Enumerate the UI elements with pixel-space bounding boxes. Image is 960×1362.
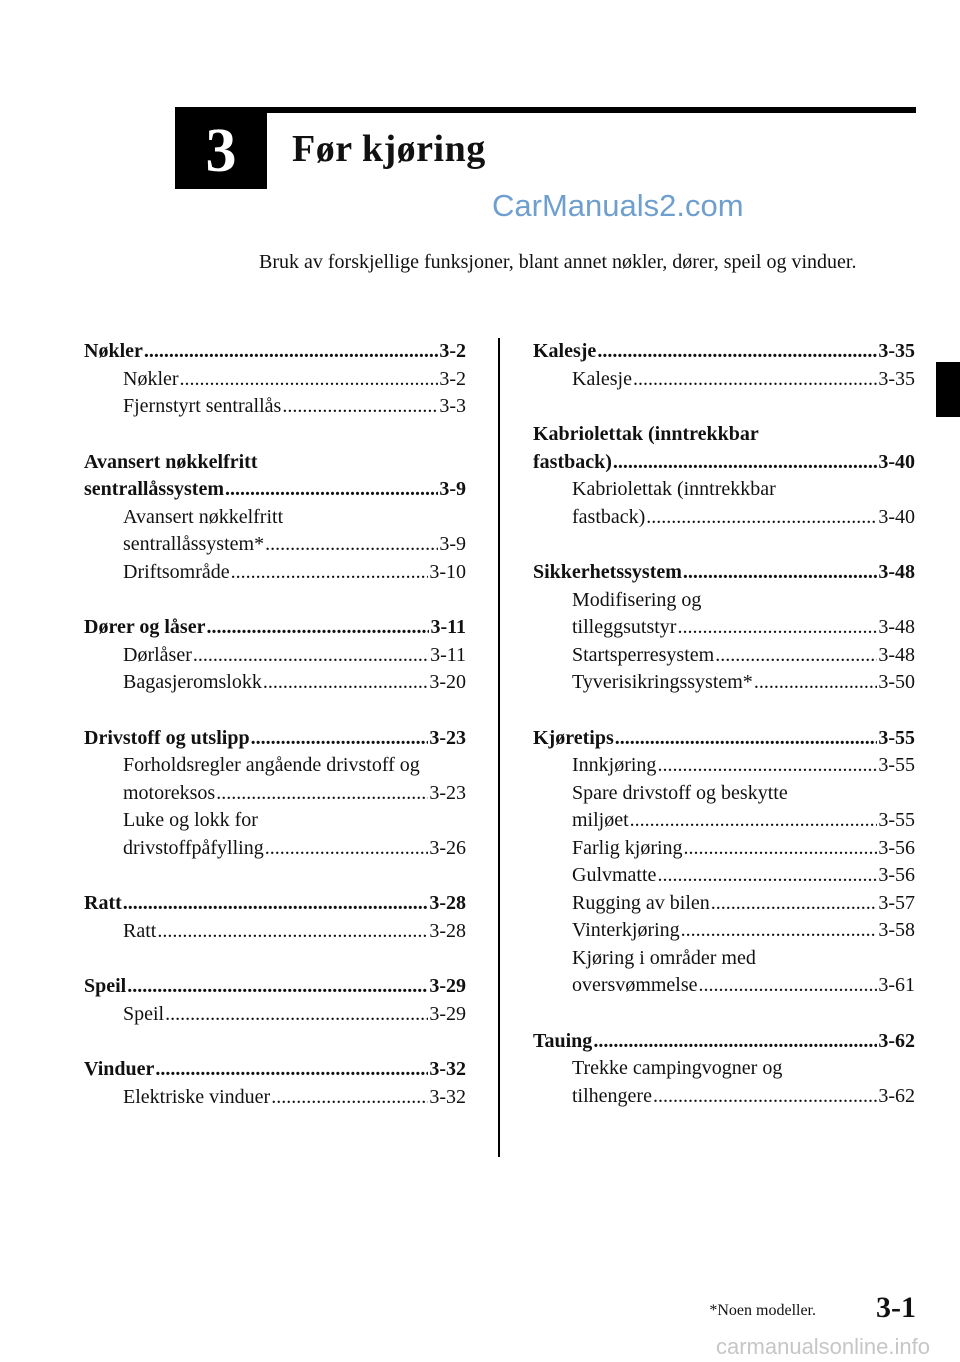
toc-entry[interactable] xyxy=(84,780,466,808)
toc-section xyxy=(533,1028,915,1111)
footnote: *Noen modeller. xyxy=(709,1302,816,1319)
toc-page-number: 3-58 xyxy=(878,919,915,941)
toc-page-number: 3-26 xyxy=(429,836,466,859)
dot-leader xyxy=(127,973,428,1001)
toc-right-column xyxy=(533,338,915,1138)
toc-page-number: 3-56 xyxy=(878,864,915,886)
toc-page-number: 3-48 xyxy=(878,616,915,638)
toc-section-entry[interactable] xyxy=(84,476,466,504)
toc-entry-title: fastback) xyxy=(572,505,646,528)
toc-section-entry[interactable] xyxy=(84,614,466,642)
watermark: CarManuals2.com xyxy=(492,188,744,223)
toc-entry-title: Farlig kjøring xyxy=(572,836,683,859)
toc-page-number: 3-2 xyxy=(439,340,466,362)
dot-leader xyxy=(684,835,878,863)
dot-leader xyxy=(265,531,438,559)
toc-section-entry[interactable] xyxy=(84,1056,466,1084)
toc-entry-line: Kabriolettak (inntrekkbar xyxy=(572,478,776,500)
toc-section-title: Dører og låser xyxy=(84,616,206,638)
toc-section-entry[interactable] xyxy=(84,725,466,753)
dot-leader xyxy=(657,752,877,780)
toc-section-title: Nøkler xyxy=(84,340,143,362)
toc-entry[interactable] xyxy=(533,752,915,780)
toc-section-entry[interactable] xyxy=(533,725,915,753)
dot-leader xyxy=(677,614,877,642)
dot-leader xyxy=(681,917,878,945)
toc-page-number: 3-48 xyxy=(878,643,915,666)
toc-entry-title: Ratt xyxy=(123,919,157,942)
toc-left-column xyxy=(84,338,466,1139)
dot-leader xyxy=(123,890,429,918)
toc-entry[interactable] xyxy=(84,918,466,946)
toc-entry-title: Tyverisikringssystem* xyxy=(572,671,753,693)
dot-leader xyxy=(754,669,878,697)
toc-page-number: 3-23 xyxy=(429,781,466,804)
toc-page-number: 3-9 xyxy=(439,478,466,500)
toc-page-number: 3-32 xyxy=(429,1058,466,1080)
dot-leader xyxy=(615,725,878,753)
toc-section xyxy=(533,421,915,531)
toc-page-number: 3-29 xyxy=(429,975,466,997)
toc-page-number: 3-62 xyxy=(878,1084,915,1107)
toc-page-number: 3-61 xyxy=(878,974,915,996)
dot-leader xyxy=(630,807,878,835)
toc-page-number: 3-28 xyxy=(429,919,466,942)
toc-entry-title: Driftsområde xyxy=(123,560,230,583)
toc-section-entry[interactable] xyxy=(533,338,915,366)
toc-section xyxy=(533,725,915,1000)
toc-entry-line: Avansert nøkkelfritt xyxy=(123,505,284,528)
toc-section xyxy=(84,890,466,945)
dot-leader xyxy=(715,642,877,670)
toc-page-number: 3-55 xyxy=(878,726,915,749)
toc-section-title: Kalesje xyxy=(533,340,597,362)
toc-section-title-line: Kabriolettak (inntrekkbar xyxy=(533,423,759,445)
toc-section xyxy=(533,338,915,393)
chapter-number: 3 xyxy=(175,113,267,189)
chapter-side-tab xyxy=(936,362,960,417)
dot-leader xyxy=(646,504,877,532)
toc-entry-title: Startsperresystem xyxy=(572,643,715,666)
toc-page-number: 3-50 xyxy=(878,671,915,693)
toc-entry-title: tilleggsutstyr xyxy=(572,616,677,638)
dot-leader xyxy=(699,972,878,1000)
toc-section xyxy=(84,338,466,421)
dot-leader xyxy=(597,338,877,366)
dot-leader xyxy=(282,393,438,421)
toc-section-title: Vinduer xyxy=(84,1058,155,1080)
chapter-intro: Bruk av forskjellige funksjoner, blant annet nøkler, dører, speil og vinduer. xyxy=(259,251,857,273)
toc-section xyxy=(533,559,915,697)
toc-entry[interactable] xyxy=(84,642,466,670)
toc-page-number: 3-28 xyxy=(429,892,466,914)
chapter-header-rule xyxy=(175,107,916,113)
toc-entry[interactable] xyxy=(84,1001,466,1029)
dot-leader xyxy=(251,725,429,753)
toc-section xyxy=(84,725,466,863)
toc-section-title: Speil xyxy=(84,975,127,997)
dot-leader xyxy=(271,1084,428,1112)
toc-entry-title: drivstoffpåfylling xyxy=(123,836,264,859)
toc-entry-title: Elektriske vinduer xyxy=(123,1085,271,1108)
dot-leader xyxy=(711,890,878,918)
toc-entry-title: Innkjøring xyxy=(572,754,657,776)
dot-leader xyxy=(683,559,877,587)
toc-entry-title: motoreksos xyxy=(123,781,216,804)
toc-section-title: Drivstoff og utslipp xyxy=(84,726,250,749)
toc-entry-line: Trekke campingvogner og xyxy=(572,1057,783,1079)
toc-entry-line: Forholdsregler angående drivstoff og xyxy=(123,754,420,776)
toc-entry[interactable] xyxy=(84,393,466,421)
toc-entry-title: Nøkler xyxy=(123,367,179,390)
toc-entry-line: Luke og lokk for xyxy=(123,809,258,831)
toc-page-number: 3-40 xyxy=(878,450,915,473)
toc-page-number: 3-11 xyxy=(430,616,466,638)
toc-entry-title: oversvømmelse xyxy=(572,974,698,996)
toc-entry[interactable] xyxy=(84,531,466,559)
toc-page-number: 3-55 xyxy=(878,809,915,831)
toc-section-title: fastback) xyxy=(533,450,612,473)
dot-leader xyxy=(613,449,877,477)
toc-entry-title: Bagasjeromslokk xyxy=(123,671,262,693)
toc-page-number: 3-23 xyxy=(429,726,466,749)
toc-entry[interactable] xyxy=(533,366,915,394)
toc-section xyxy=(84,449,466,587)
toc-entry-title: Rugging av bilen xyxy=(572,891,710,914)
toc-entry[interactable] xyxy=(84,1084,466,1112)
toc-section xyxy=(84,973,466,1028)
toc-section-entry[interactable] xyxy=(84,338,466,366)
toc-section-entry[interactable] xyxy=(533,1028,915,1056)
dot-leader xyxy=(593,1028,877,1056)
toc-section-title-line: Avansert nøkkelfritt xyxy=(84,450,258,473)
toc-entry[interactable] xyxy=(533,669,915,697)
dot-leader xyxy=(633,366,877,394)
toc-page-number: 3-35 xyxy=(878,340,915,362)
toc-page-number: 3-32 xyxy=(429,1085,466,1108)
toc-entry-title: Gulvmatte xyxy=(572,864,657,886)
toc-page-number: 3-48 xyxy=(878,561,915,583)
toc-page-number: 3-9 xyxy=(439,533,466,555)
dot-leader xyxy=(216,780,428,808)
dot-leader xyxy=(231,559,429,587)
toc-entry[interactable] xyxy=(84,559,466,587)
toc-entry[interactable] xyxy=(533,807,915,835)
toc-page-number: 3-10 xyxy=(429,560,466,583)
site-watermark: carmanualsonline.info xyxy=(715,1334,930,1359)
toc-entry[interactable] xyxy=(533,890,915,918)
toc-page-number: 3-57 xyxy=(878,891,915,914)
dot-leader xyxy=(225,476,438,504)
toc-entry-title: Speil xyxy=(123,1002,165,1025)
toc-page-number: 3-40 xyxy=(878,505,915,528)
toc-page-number: 3-55 xyxy=(878,754,915,776)
toc-entry[interactable] xyxy=(84,366,466,394)
toc-entry[interactable] xyxy=(84,669,466,697)
toc-section-entry[interactable] xyxy=(533,559,915,587)
toc-section-entry[interactable] xyxy=(84,973,466,1001)
dot-leader xyxy=(193,642,429,670)
toc-section-title: sentrallåssystem xyxy=(84,478,224,500)
dot-leader xyxy=(263,669,428,697)
toc-entry[interactable] xyxy=(533,614,915,642)
toc-section xyxy=(84,614,466,697)
dot-leader xyxy=(144,338,438,366)
toc-entry-title: miljøet xyxy=(572,809,629,831)
dot-leader xyxy=(155,1056,428,1084)
toc-page-number: 3-62 xyxy=(878,1029,915,1052)
toc-page-number: 3-29 xyxy=(429,1002,466,1025)
toc-section-title: Kjøretips xyxy=(533,726,614,749)
dot-leader xyxy=(653,1083,877,1111)
toc-page-number: 3-35 xyxy=(878,367,915,390)
page-number: 3-1 xyxy=(876,1291,916,1324)
toc-entry[interactable] xyxy=(533,835,915,863)
column-divider xyxy=(498,338,500,1157)
toc-section-entry[interactable] xyxy=(533,449,915,477)
toc-entry-title: sentrallåssystem* xyxy=(123,533,265,555)
toc-page-number: 3-2 xyxy=(439,367,466,390)
toc-entry-line: Modifisering og xyxy=(572,588,702,611)
toc-entry[interactable] xyxy=(533,504,915,532)
toc-entry[interactable] xyxy=(533,862,915,890)
toc-entry-title: Dørlåser xyxy=(123,643,192,666)
toc-entry[interactable] xyxy=(533,1083,915,1111)
toc-entry[interactable] xyxy=(533,917,915,945)
dot-leader xyxy=(165,1001,428,1029)
toc-entry-line: Spare drivstoff og beskytte xyxy=(572,781,788,804)
toc-entry-line: Kjøring i områder med xyxy=(572,946,756,969)
chapter-title: Før kjøring xyxy=(292,128,486,170)
toc-entry[interactable] xyxy=(533,972,915,1000)
toc-page-number: 3-11 xyxy=(430,643,466,666)
dot-leader xyxy=(180,366,439,394)
toc-section xyxy=(84,1056,466,1111)
toc-page-number: 3-56 xyxy=(878,836,915,859)
toc-section-title: Tauing xyxy=(533,1029,593,1052)
toc-entry[interactable] xyxy=(533,642,915,670)
toc-entry-title: Fjernstyrt sentrallås xyxy=(123,395,282,417)
toc-entry[interactable] xyxy=(84,835,466,863)
dot-leader xyxy=(206,614,429,642)
toc-section-title: Ratt xyxy=(84,892,122,914)
toc-page-number: 3-20 xyxy=(429,671,466,693)
toc-entry-title: tilhengere xyxy=(572,1084,652,1107)
toc-entry-title: Kalesje xyxy=(572,367,632,390)
dot-leader xyxy=(157,918,428,946)
toc-page-number: 3-3 xyxy=(439,395,466,417)
dot-leader xyxy=(657,862,877,890)
toc-entry-title: Vinterkjøring xyxy=(572,919,680,941)
dot-leader xyxy=(265,835,429,863)
toc-section-title: Sikkerhetssystem xyxy=(533,561,682,583)
toc-section-entry[interactable] xyxy=(84,890,466,918)
